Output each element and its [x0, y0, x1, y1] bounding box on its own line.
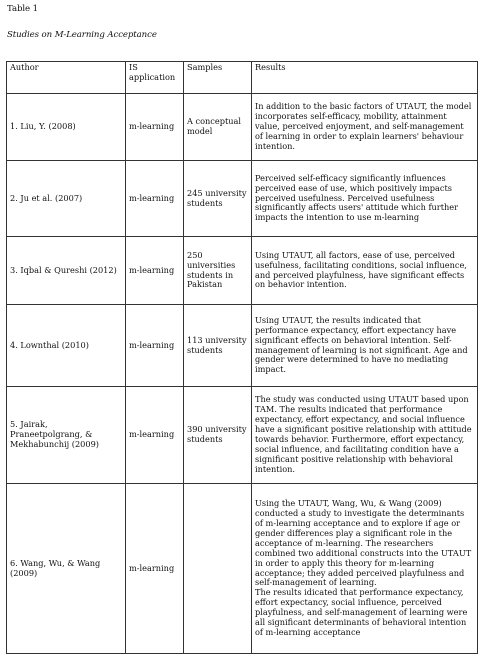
table-row	[7, 305, 478, 387]
header-samples: Samples	[184, 62, 252, 94]
header-author: Author	[7, 62, 126, 94]
cell-results: The study was conducted using UTAUT based upon TAM. The results indicated that performance expectancy, effort expectancy, and social influence have a significant positive relationship with attitude towards behavior. Furthermore, effort expectancy, social influence, and facilitating condition have a significant positive relationship with behavioral intention.	[252, 387, 478, 484]
table-title: Studies on M-Learning Acceptance	[7, 30, 157, 40]
cell-is-application: m-learning	[126, 387, 184, 484]
cell-results: Using UTAUT, the results indicated that performance expectancy, effort expectancy have significant effects on behavioral intention. Self-management of learning is not significant. Age and gender were determined to have no mediating impact.	[252, 305, 478, 387]
header-is-application: IS application	[126, 62, 184, 94]
cell-samples: 113 university students	[184, 305, 252, 387]
header-results: Results	[252, 62, 478, 94]
cell-samples	[184, 484, 252, 654]
table-row	[7, 161, 478, 237]
cell-author: 3. Iqbal & Qureshi (2012)	[7, 237, 126, 305]
results-paragraph: Using the UTAUT, Wang, Wu, & Wang (2009) conducted a study to investigate the determinants of m-learning acceptance and to explore if age or gender differences play a significant role in the acceptance of m-learning. The researchers combined two additional constructs into the UTAUT in order to apply this theory for m-learning acceptance; they added perceived playfulness and self-management of learning.	[255, 498, 472, 588]
cell-results: In addition to the basic factors of UTAUT, the model incorporates self-efficacy, mobility, attainment value, perceived enjoyment, and self-management of learning in order to explain learners' behaviour intention.	[252, 94, 478, 161]
cell-is-application: m-learning	[126, 161, 184, 237]
cell-author: 2. Ju et al. (2007)	[7, 161, 126, 237]
cell-author: 4. Lownthal (2010)	[7, 305, 126, 387]
cell-author: 1. Liu, Y. (2008)	[7, 94, 126, 161]
cell-is-application: m-learning	[126, 305, 184, 387]
cell-is-application: m-learning	[126, 94, 184, 161]
studies-table	[6, 61, 478, 654]
cell-results: Perceived self-efficacy significantly influences perceived ease of use, which positively impacts perceived usefulness. Perceived usefulness significantly affects users' attitude which further impacts the intention to use m-learning	[252, 161, 478, 237]
cell-samples: A conceptual model	[184, 94, 252, 161]
cell-is-application: m-learning	[126, 484, 184, 654]
cell-is-application: m-learning	[126, 237, 184, 305]
table-header-row	[7, 62, 478, 94]
cell-author: 5. Jairak, Praneetpolgrang, & Mekhabunchij (2009)	[7, 387, 126, 484]
cell-samples: 250 universities students in Pakistan	[184, 237, 252, 305]
cell-samples: 390 university students	[184, 387, 252, 484]
table-row	[7, 484, 478, 654]
cell-results	[252, 484, 478, 654]
cell-author: 6. Wang, Wu, & Wang (2009)	[7, 484, 126, 654]
results-paragraph: The results idicated that performance expectancy, effort expectancy, social influence, perceived playfulness, and self-management of learning were all significant determinants of behavioral intention of m-learning acceptance	[255, 587, 468, 637]
table-row	[7, 237, 478, 305]
table-row	[7, 387, 478, 484]
table-label: Table 1	[7, 4, 39, 14]
cell-results: Using UTAUT, all factors, ease of use, perceived usefulness, facilitating conditions, social influence, and perceived playfulness, have significant effects on behavior intention.	[252, 237, 478, 305]
table-row	[7, 94, 478, 161]
cell-samples: 245 university students	[184, 161, 252, 237]
